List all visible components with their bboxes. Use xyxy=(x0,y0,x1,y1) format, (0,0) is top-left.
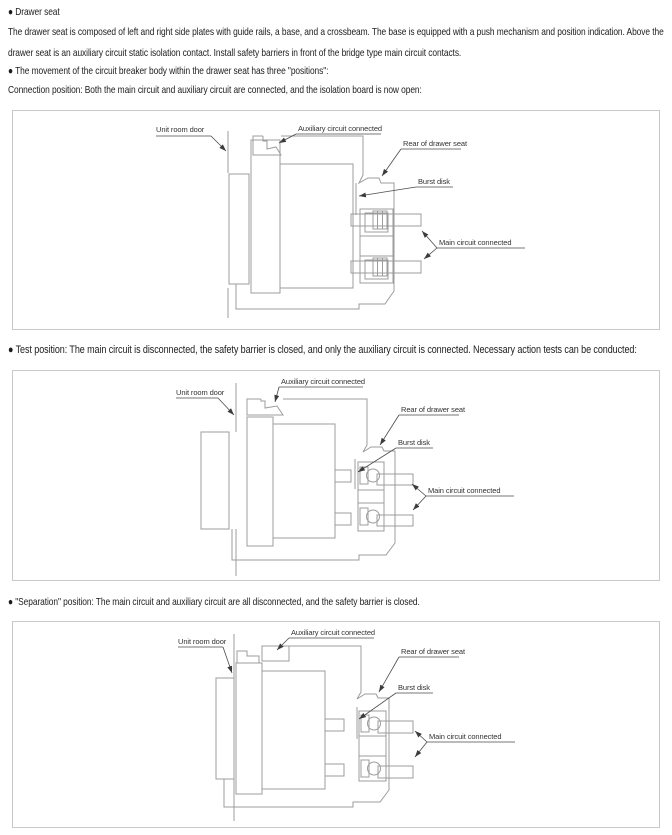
unit-room-door-label: Unit room door xyxy=(176,388,225,397)
callout-burst-disk xyxy=(359,683,433,719)
auxiliary-circuit-label: Auxiliary circuit connected xyxy=(281,377,366,386)
breaker-body xyxy=(201,399,351,546)
intro-paragraph-line-1: The drawer seat is composed of left and right side plates with guide rails, a base, and a crossbeam. The base is equipped with a push mechanism and position indication. Above the xyxy=(8,26,664,38)
figure-separation-position xyxy=(12,621,660,828)
callout-main-circuit xyxy=(415,731,515,757)
intro-paragraph-line-2: drawer seat is an auxiliary circuit static isolation contact. Install safety barriers in front of the bridge type main circuit contacts. xyxy=(8,47,462,59)
auxiliary-circuit-label: Auxiliary circuit connected xyxy=(298,124,383,133)
figure-connection-position xyxy=(12,110,660,330)
main-circuit-label: Main circuit connected xyxy=(429,732,502,741)
burst-disk-label: Burst disk xyxy=(398,683,430,692)
unit-room-door-label: Unit room door xyxy=(178,637,227,646)
breaker-body xyxy=(229,136,353,293)
main-circuit-contacts xyxy=(351,211,421,276)
drawer-seat-frame xyxy=(224,646,389,807)
rear-of-drawer-seat-label: Rear of drawer seat xyxy=(401,647,465,656)
rear-of-drawer-seat-label: Rear of drawer seat xyxy=(403,139,467,148)
figure-test-position xyxy=(12,370,660,581)
callout-auxiliary-circuit xyxy=(277,628,375,650)
auxiliary-static-contact xyxy=(262,646,289,661)
callout-main-circuit xyxy=(412,484,514,510)
callout-auxiliary-circuit xyxy=(279,124,382,143)
drawer-seat-frame xyxy=(236,136,394,309)
test-position-text: ● Test position: The main circuit is disconnected, the safety barrier is closed, and only the auxiliary circuit is connected. Necessary action tests can be conducted: xyxy=(8,344,637,356)
burst-disk-label: Burst disk xyxy=(398,438,430,447)
callout-rear-of-drawer-seat xyxy=(382,139,468,176)
rear-of-drawer-seat-label: Rear of drawer seat xyxy=(401,405,465,414)
auxiliary-circuit-label: Auxiliary circuit connected xyxy=(291,628,376,637)
drawer-seat-frame xyxy=(232,399,395,560)
main-circuit-label: Main circuit connected xyxy=(439,238,512,247)
burst-disk-label: Burst disk xyxy=(418,177,450,186)
separation-position-text: ● "Separation" position: The main circuit and auxiliary circuit are all disconnected, and the safety barrier is closed. xyxy=(8,596,420,608)
callout-unit-room-door xyxy=(156,125,226,151)
callout-unit-room-door xyxy=(178,637,232,673)
connection-position-text: Connection position: Both the main circuit and auxiliary circuit are connected, and the isolation board is now open: xyxy=(8,84,422,96)
main-circuit-label: Main circuit connected xyxy=(428,486,501,495)
callout-unit-room-door xyxy=(176,388,234,415)
breaker-body xyxy=(216,651,344,794)
main-circuit-contacts xyxy=(361,715,413,778)
main-circuit-contacts xyxy=(360,467,413,526)
callout-auxiliary-circuit xyxy=(275,377,365,402)
bullet-drawer-seat: ● Drawer seat xyxy=(8,6,60,18)
unit-room-door-label: Unit room door xyxy=(156,125,205,134)
callout-burst-disk xyxy=(359,177,453,196)
callout-main-circuit xyxy=(422,231,525,259)
bullet-movement-positions: ● The movement of the circuit breaker body within the drawer seat has three "positions": xyxy=(8,65,329,77)
